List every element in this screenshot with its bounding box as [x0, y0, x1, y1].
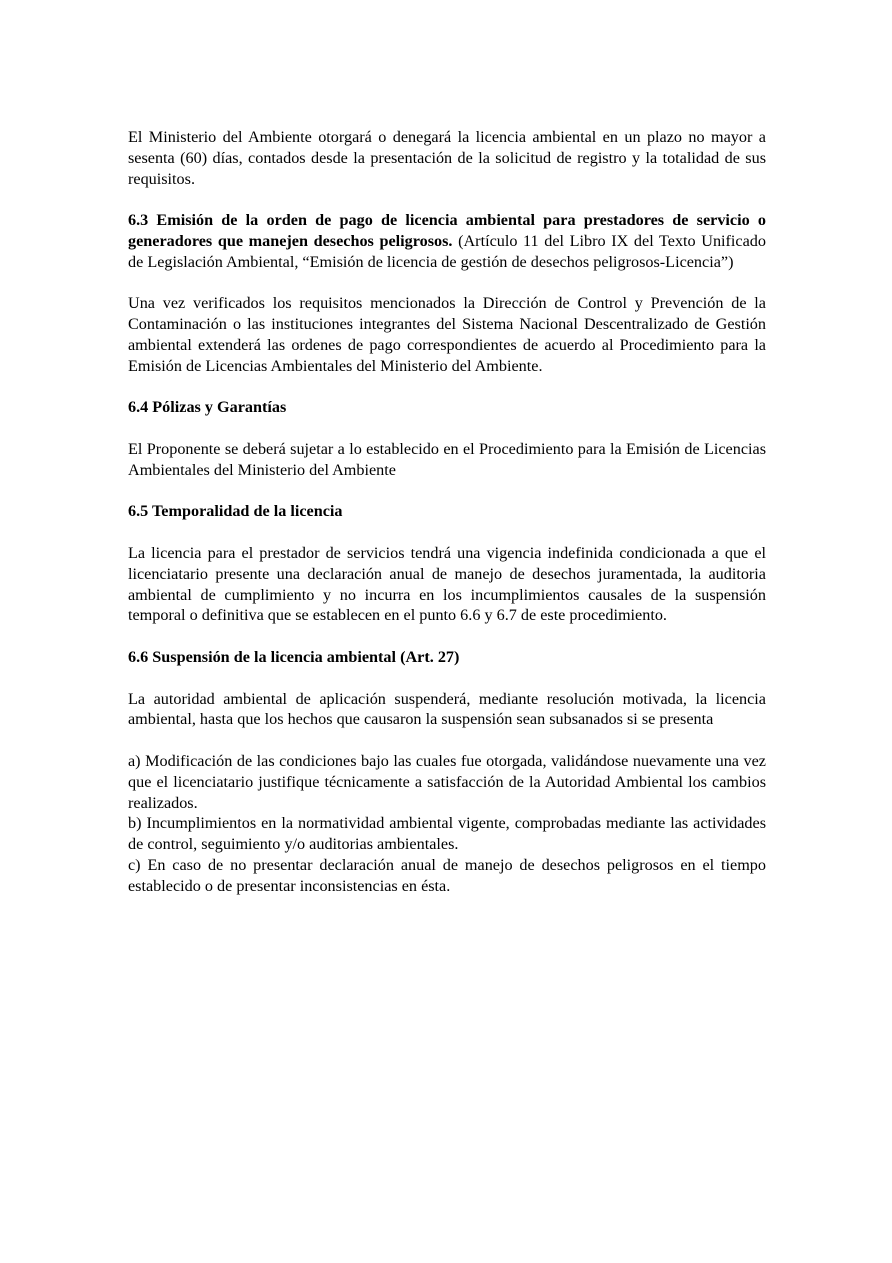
intro-paragraph: El Ministerio del Ambiente otorgará o denegará la licencia ambiental en un plazo no mayor a sesenta (60) días, contados desde la presentación de la solicitud de registro y la totalidad de sus requisitos.	[128, 128, 766, 188]
section-6-5-body: La licencia para el prestador de servicios tendrá una vigencia indefinida condicionada a que el licenciatario presente una declaración anual de manejo de desechos juramentada, la auditoria ambiental de cumplimiento y no incurra en los incumplimientos causales de la suspensión temporal o definitiva que se establecen en el punto 6.6 y 6.7 de este procedimiento.	[128, 543, 766, 625]
section-6-4-heading: 6.4 Pólizas y Garantías	[128, 398, 287, 417]
section-6-3-heading-reference: (Artículo 11 del Libro IX del Texto Unificado de Legislación Ambiental, “Emisión de licencia de gestión de desechos peligrosos-Licencia”)	[128, 231, 766, 271]
document-page	[128, 127, 766, 896]
section-6-3-body: Una vez verificados los requisitos mencionados la Dirección de Control y Prevención de la Contaminación o las instituciones integrantes del Sistema Nacional Descentralizado de Gestión ambiental extenderá las ordenes de pago correspondientes de acuerdo al Procedimiento para la Emisión de Licencias Ambientales del Ministerio del Ambiente.	[128, 294, 766, 375]
spacer	[128, 522, 766, 543]
spacer	[128, 730, 766, 751]
list-item-c: c) En caso de no presentar declaración anual de manejo de desechos peligrosos en el tiempo establecido o de presentar inconsistencias en ésta.	[128, 855, 766, 895]
spacer	[128, 418, 766, 439]
spacer	[128, 481, 766, 502]
section-6-4-body: El Proponente se deberá sujetar a lo establecido en el Procedimiento para la Emisión de Licencias Ambientales del Ministerio del Ambiente	[128, 439, 766, 479]
spacer	[128, 626, 766, 647]
section-6-6-body: La autoridad ambiental de aplicación suspenderá, mediante resolución motivada, la licencia ambiental, hasta que los hechos que causaron la suspensión sean subsanados si se presenta	[128, 689, 766, 729]
section-6-3-heading	[128, 210, 766, 272]
section-6-6-heading: 6.6 Suspensión de la licencia ambiental (Art. 27)	[128, 647, 460, 666]
spacer	[128, 668, 766, 689]
list-item-b: b) Incumplimientos en la normatividad ambiental vigente, comprobadas mediante las actividades de control, seguimiento y/o auditorias ambientales.	[128, 814, 766, 854]
spacer	[128, 189, 766, 210]
list-item-a: a) Modificación de las condiciones bajo las cuales fue otorgada, validándose nuevamente una vez que el licenciatario justifique técnicamente a satisfacción de la Autoridad Ambiental los cambios realizados.	[128, 751, 766, 812]
section-6-3-heading-bold: 6.3 Emisión de la orden de pago de licencia ambiental para prestadores de servicio o generadores que manejen desechos peligrosos.	[128, 211, 766, 250]
spacer	[128, 377, 766, 398]
spacer	[128, 273, 766, 294]
section-6-5-heading: 6.5 Temporalidad de la licencia	[128, 502, 343, 521]
